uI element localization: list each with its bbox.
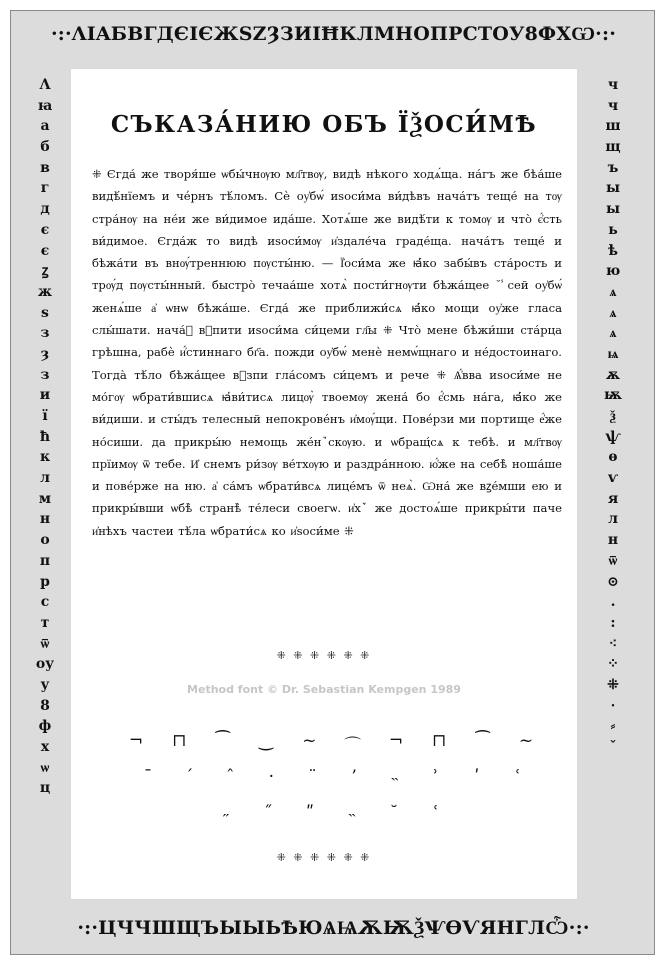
glyph-cell: ѳ	[608, 449, 618, 466]
glyph-cell: л	[608, 511, 618, 528]
glyph-cell: ю	[605, 263, 621, 280]
glyph-cell: ꙁ	[41, 263, 49, 280]
glyph-cell: ф	[38, 718, 52, 735]
glyph-cell: о	[40, 532, 50, 549]
glyph-cell: ⁖	[608, 635, 618, 652]
glyph-cell: р	[40, 573, 50, 590]
diacritic-mark: ˵	[391, 767, 398, 787]
glyph-cell: є	[40, 221, 50, 238]
glyph-cell: ⁘	[607, 656, 619, 673]
glyph-cell: :	[610, 614, 616, 631]
glyph-cell: а	[40, 118, 50, 135]
diacritic-mark: ʺ	[306, 803, 314, 823]
glyph-cell: у	[40, 676, 50, 693]
diacritic-mark: ˉ	[143, 767, 153, 787]
glyph-cell: в	[40, 159, 50, 176]
glyph-cell: 8	[40, 697, 50, 714]
glyph-cell: оу	[35, 656, 55, 673]
glyph-cell: ѧ	[609, 304, 617, 321]
glyph-cell: ˇ	[609, 739, 617, 755]
diacritic-mark: ⁀	[475, 731, 490, 751]
glyph-cell: ї	[42, 408, 48, 424]
glyph-cell: Λ	[39, 77, 51, 93]
diacritic-mark: ʿ	[515, 767, 521, 787]
glyph-cell: ѵ	[607, 470, 619, 487]
diacritic-mark: ʼ	[350, 767, 357, 787]
glyph-cell: ч	[607, 77, 619, 93]
ornament-divider-bottom: ⁜ ⁜ ⁜ ⁜ ⁜ ⁜	[276, 851, 372, 864]
glyph-cell: п	[39, 552, 51, 569]
glyph-cell: ѭ	[603, 387, 623, 404]
glyph-cell: ъ	[607, 159, 619, 176]
glyph-cell: ѯ	[610, 408, 616, 424]
glyph-cell: ⁜	[607, 676, 619, 693]
diacritic-mark: ~	[302, 731, 317, 751]
glyph-cell: з	[40, 325, 50, 342]
body-text: ⁜ Єгда́ же творя́ше ѡбы́чнѹю мл҃твѹ, видѣ нѣкого ходѧ́ща. на́гъ же бѣа́ше видѣ́нїемъ и чéрнъ тѣ́ломъ. Сѐ оу҆бѡ́ иѕоси́ма ви́дѣвъ нача́тъ теще́ на тѹ стра́нѹ на не́и же ви́димое ида́ше. Хотѧ́ше же видѣ́ти к томѹ и что̀ є҆́сть ви́димое. Єгда́ж то видѣ иѕоси́мѹ и҆здале́ча граде́ща. нача́тъ теще́ и бѣжа́ти въ внѹ́треннюю пѹсты́ню. — Ї҆оси́ма же ꙗ҆́ко забы́въ ста́рость и трѹ́д пѹсты́нный. быстро̀ течаа́ше хотѧ̀ пости́гнѹти бѣжа́щее ˘ ̾сей оу҆бѡ́ женѧ́ше а҆ ѡнѡ бѣжа́ше. Єгда́ же приближи́сѧ ꙗ҆́ко мощи оу҆же гласа слы́шати. нача́ⷮ вꙿпити иѕоси́ма си́цеми гл҃ы ⁜ Что̀ мене бѣжи́ши ста́рца грѣшна, рабѐ и҆́стиннаго бг҃а. пожди оу҆бѡ́ менѐ немѡ́щнаго и не́достоинаго. Тогда̀ тѣ́ло бѣжа́щее вꙿзпи гла́сомъ си́цемъ и рече ⁜ Ѧ҆́вва иѕоси́ме не мо́гѹ ѡбрати́вшисѧ ꙗ҆ви́тисѧ лицѹ̀ твоемѹ жена́ бо є҆́смь на́га, ꙗ҆́ко же ви́диши. и сты́дъ телесный непокрове́нъ и҆мѹ́щи. Повéрзи ми портище е҆́же но́сиши. да прикры́ю немощь же́нꙿскѹю. и ѡбращ́сѧ к тебѣ. и мл҃твѹ прїимѹ ѿ тебе. И҆ снемъ ри́зѹ ве́тхѹю и раздра́нною. ю҆́же на себѣ̀ ноша́ше и повéрже на ню. а҆ са́мъ ѡбрати́всѧ лице́мъ ѿ неѧ̀. Ѡна́ же вꙁе́мши ею и прикры́вши ѡбѣ̀ странѣ̀ те́леси своегѡ. и҆хꙿ же достоѧ́ше прикры́ти паче и҆нѣхъ частеи тѣ́ла ѡбрати́сѧ ко и҆ѕоси́ме ⁜	[92, 167, 562, 538]
document-title: СЪКАЗА́НИЮ ОБЪ ЇѮОСИ́МѢ	[110, 111, 538, 138]
diacritic-mark: ˝	[263, 803, 273, 823]
diacritic-mark: ⌒	[344, 736, 362, 756]
glyph-cell: ѣ	[608, 242, 618, 259]
diacritic-row-1	[121, 731, 541, 756]
glyph-cell: ш	[605, 118, 621, 135]
diacritic-mark: ˵	[349, 803, 355, 823]
glyph-cell: ⸱	[611, 697, 615, 714]
glyph-cell: ѫ	[605, 366, 621, 383]
diacritic-mark: ~	[518, 731, 534, 751]
diacritic-mark: ˶	[223, 803, 229, 823]
top-glyph-band: ·:·ΛΙΑБВГДЄІЄЖЅZȜЗИІĦКЛМНОПРСТОУ8ФХѠ·:·	[50, 23, 617, 45]
diacritic-mark: ‿	[259, 731, 273, 751]
diacritic-mark: ʾ	[433, 767, 439, 787]
ornament-divider-top: ⁜ ⁜ ⁜ ⁜ ⁜ ⁜	[276, 649, 372, 662]
glyph-cell: д	[40, 201, 50, 218]
diacritic-row-2	[133, 767, 533, 787]
glyph-cell: б	[40, 139, 50, 156]
left-glyph-column	[27, 75, 63, 799]
right-glyph-column	[595, 75, 631, 758]
glyph-cell: м	[38, 490, 52, 507]
glyph-cell: ѿ	[608, 552, 618, 569]
diacritic-mark: ˆ	[225, 767, 235, 787]
diacritic-mark: ¬	[388, 731, 404, 751]
glyph-cell: є	[40, 242, 50, 259]
glyph-cell: .	[610, 594, 616, 611]
glyph-cell: ы	[605, 180, 621, 197]
glyph-cell: н	[39, 511, 51, 528]
glyph-cell: ы	[605, 201, 621, 218]
glyph-cell: н	[607, 532, 619, 549]
glyph-cell: и	[39, 387, 51, 404]
diacritic-mark: ʿ	[433, 803, 439, 823]
glyph-cell: ѡ	[40, 759, 50, 776]
glyph-cell: ѱ	[605, 428, 621, 445]
glyph-chart-frame	[10, 10, 655, 955]
glyph-cell: т	[40, 614, 50, 631]
text-panel	[71, 69, 577, 899]
glyph-cell: ѧ	[609, 283, 617, 300]
glyph-cell: ꙗ	[37, 97, 53, 114]
glyph-cell: я	[607, 490, 619, 507]
diacritic-mark: ˊ	[184, 767, 194, 787]
glyph-cell: с	[40, 594, 50, 611]
glyph-cell: з	[40, 366, 50, 383]
glyph-cell: ѿ	[40, 635, 50, 652]
glyph-cell: щ	[605, 139, 621, 156]
glyph-cell: ч	[607, 97, 619, 114]
glyph-cell: ⸗	[610, 718, 616, 735]
diacritic-mark: ⊓	[432, 731, 447, 751]
glyph-cell: ħ	[39, 428, 51, 445]
glyph-cell: х	[40, 739, 50, 755]
glyph-cell: ж	[37, 283, 53, 300]
glyph-cell: г	[40, 180, 50, 197]
diacritic-mark: ¨	[308, 767, 317, 787]
glyph-cell: ⊙	[607, 573, 619, 590]
glyph-cell: ѧ	[609, 325, 617, 342]
glyph-cell: ѕ	[41, 304, 49, 321]
diacritic-mark: ˘	[389, 803, 399, 823]
glyph-cell: л	[40, 470, 50, 487]
glyph-cell: ȝ	[40, 345, 50, 362]
diacritic-mark: ¬	[128, 731, 144, 751]
diacritic-row-3	[211, 803, 451, 823]
diacritic-mark: ·	[268, 767, 275, 787]
font-credit: Method font © Dr. Sebastian Kempgen 1989	[187, 683, 461, 696]
diacritic-mark: ʹ	[474, 767, 480, 787]
bottom-glyph-band: ·:·ЦЧЧШЩЪЫЫЬѢЮѦѨѪѬѮѰѲѴЯНГЛѼ·:·	[77, 917, 590, 939]
glyph-cell: ѩ	[607, 345, 619, 362]
diacritic-mark: ⊓	[172, 731, 187, 751]
glyph-cell: ь	[608, 221, 618, 238]
glyph-cell: к	[39, 449, 51, 466]
diacritic-mark: ⁀	[215, 731, 230, 751]
glyph-cell: ц	[39, 780, 51, 797]
